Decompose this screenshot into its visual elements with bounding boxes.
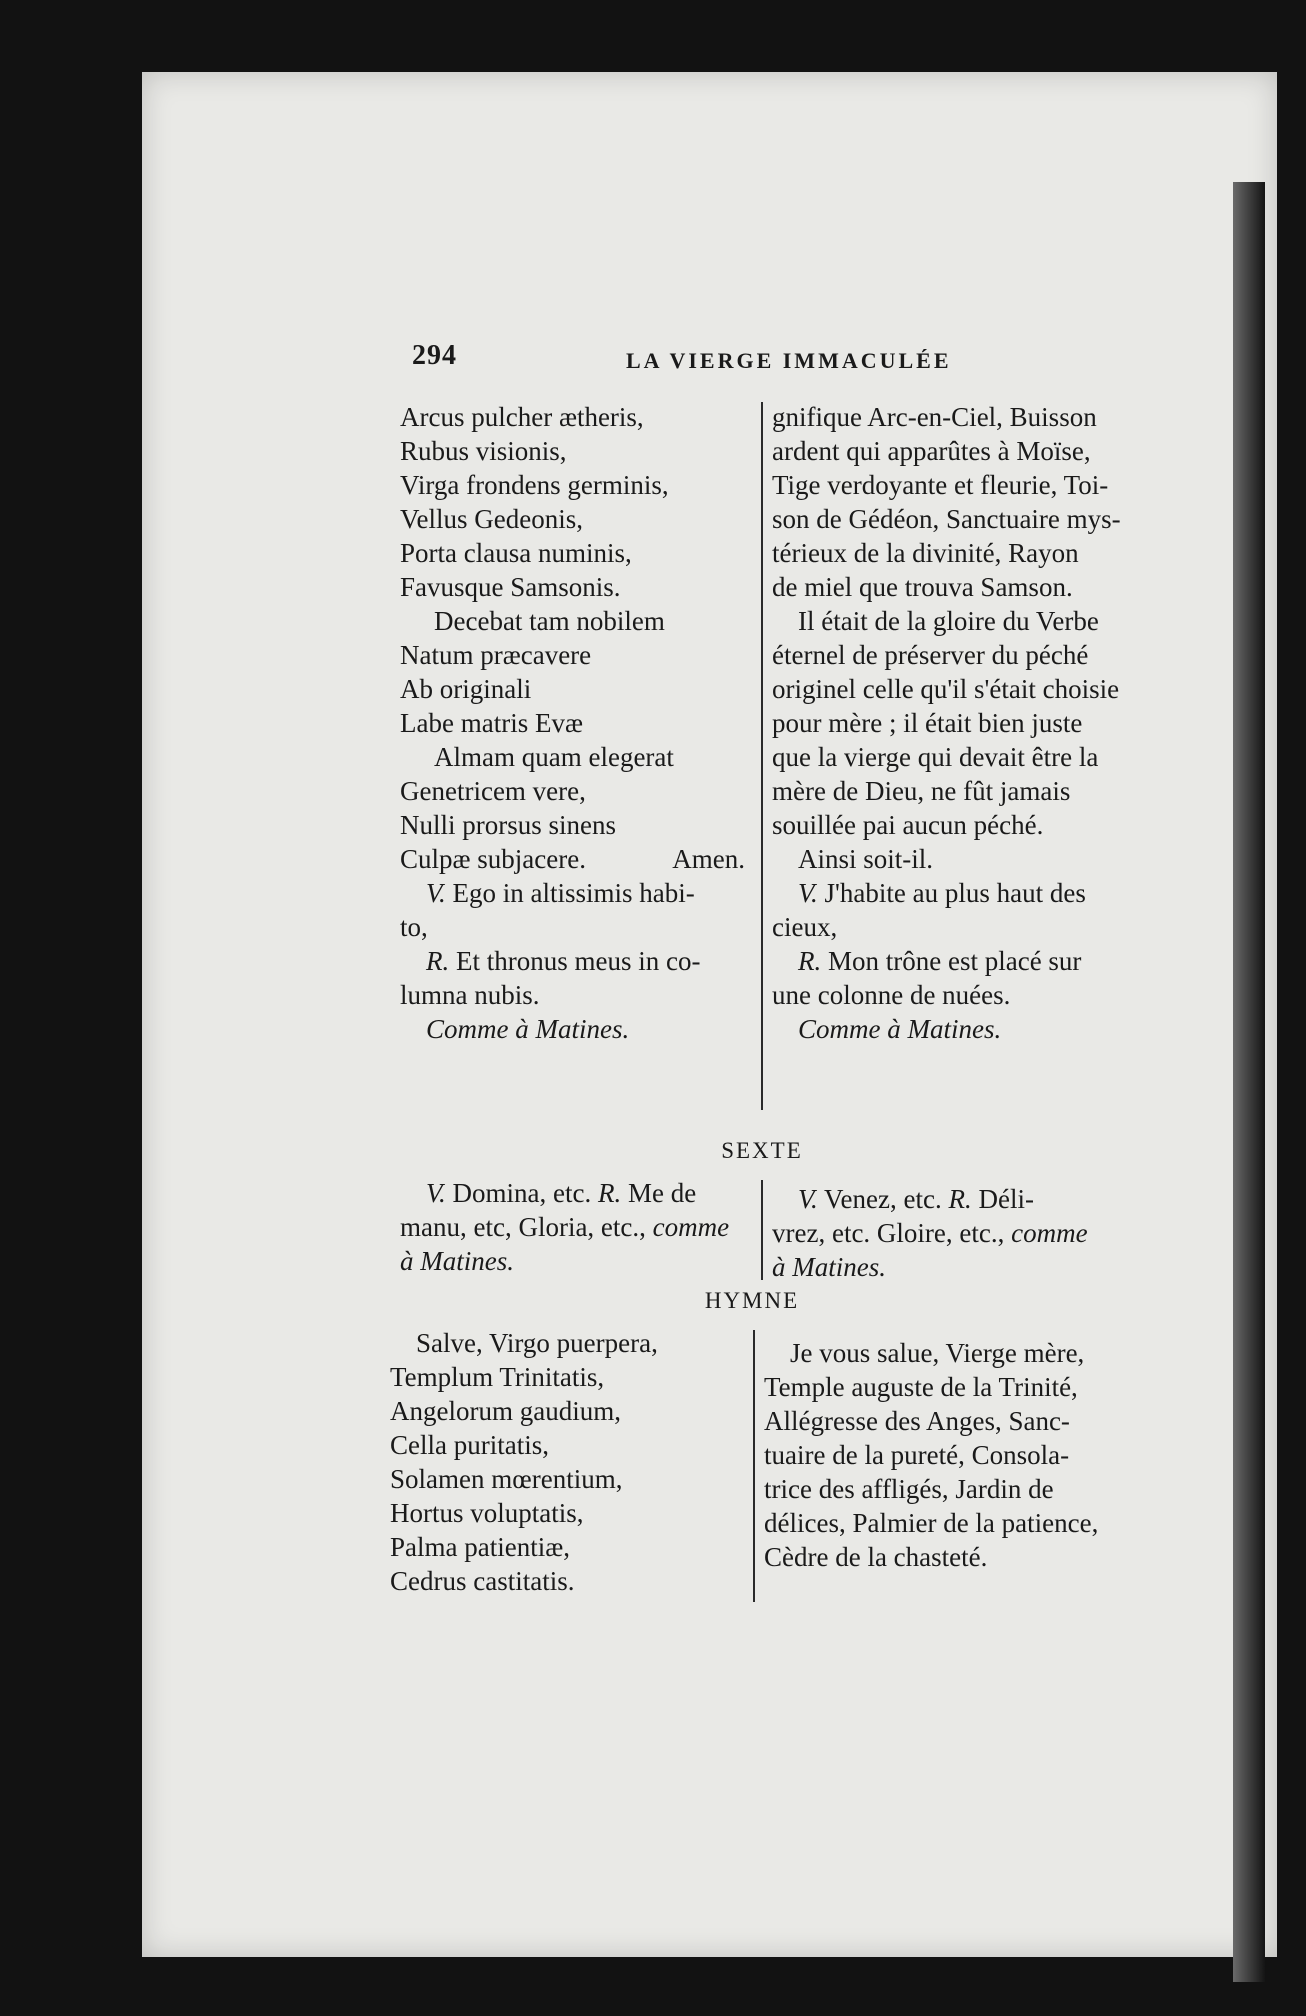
hymne-french-line: délices, Palmier de la patience, (764, 1508, 1099, 1538)
response-symbol: R. (426, 946, 450, 976)
response-symbol: R. (597, 1178, 622, 1208)
french-response-continued: une colonne de nuées. (772, 980, 1011, 1010)
sexte-french-line-1 (772, 1182, 1132, 1216)
french-line: son de Gédéon, Sanctuaire mys- (772, 504, 1121, 534)
latin-line: Vellus Gedeonis, (400, 504, 583, 534)
sexte-latin-line-2 (400, 1210, 745, 1244)
column-divider (761, 1180, 763, 1280)
french-line: térieux de la divinité, Rayon (772, 538, 1079, 568)
hymne-latin-line: Angelorum gaudium, (390, 1396, 621, 1426)
french-line: gnifique Arc-en-Ciel, Buisson (772, 402, 1097, 432)
sexte-french-italic: comme (1011, 1218, 1088, 1248)
french-line: pour mère ; il était bien juste (772, 708, 1083, 738)
sexte-french-text: vrez, etc. Gloire, etc., (772, 1218, 1005, 1248)
latin-line: Porta clausa numinis, (400, 538, 632, 568)
response-text: Mon trône est placé sur (828, 946, 1082, 976)
section-heading-sexte: SEXTE (721, 1138, 803, 1163)
book-page (142, 72, 1277, 1957)
french-line: éternel de préserver du péché (772, 640, 1089, 670)
latin-response-continued: lumna nubis. (400, 980, 540, 1010)
latin-line: Labe matris Evæ (400, 708, 583, 738)
latin-closing-line (400, 842, 745, 876)
section-heading-hymne: HYMNE (704, 1288, 800, 1313)
amen-text: Amen. (672, 844, 745, 874)
french-column-top (772, 400, 1132, 1046)
latin-versicle-continued: to, (400, 912, 428, 942)
french-line: de miel que trouva Samson. (772, 572, 1073, 602)
latin-line: Arcus pulcher ætheris, (400, 402, 644, 432)
latin-line: Almam quam elegerat (434, 742, 674, 772)
latin-line: Favusque Samsonis. (400, 572, 621, 602)
latin-versicle (400, 876, 745, 910)
hymne-french-line: Je vous salue, Vierge mère, (790, 1338, 1085, 1368)
french-line: Tige verdoyante et fleurie, Toi- (772, 470, 1109, 500)
french-line: souillée pai aucun péché. (772, 810, 1044, 840)
response-text: Et thronus meus in co- (456, 946, 701, 976)
response-symbol: R. (948, 1184, 972, 1214)
versicle-symbol: V. (798, 1184, 818, 1214)
sexte-latin-text: Me de (627, 1178, 697, 1208)
running-title: LA VIERGE IMMACULÉE (626, 348, 952, 373)
latin-line: Nulli prorsus sinens (400, 810, 616, 840)
french-line: Ainsi soit-il. (798, 844, 934, 874)
latin-line: Culpæ subjacere. (400, 844, 586, 874)
column-divider (761, 402, 763, 1110)
versicle-symbol: V. (798, 878, 818, 908)
page-number: 294 (412, 340, 457, 371)
versicle-symbol: V. (426, 1178, 446, 1208)
sexte-latin-text: Domina, etc. (452, 1178, 592, 1208)
versicle-text: J'habite au plus haut des (824, 878, 1086, 908)
french-line: Il était de la gloire du Verbe (798, 606, 1099, 636)
sexte-latin-italic: comme (652, 1212, 730, 1242)
french-versicle-continued: cieux, (772, 912, 838, 942)
hymne-french-line: Cèdre de la chasteté. (764, 1542, 988, 1572)
french-line: ardent qui apparûtes à Moïse, (772, 436, 1091, 466)
page-content (142, 72, 1277, 1957)
sexte-latin-line-1 (400, 1176, 745, 1210)
running-head (412, 340, 1092, 380)
latin-response (400, 944, 745, 978)
latin-line: Decebat tam nobilem (434, 606, 665, 636)
versicle-text: Ego in altissimis habi- (452, 878, 695, 908)
hymne-french-line: trice des affligés, Jardin de (764, 1474, 1054, 1504)
hymne-french-line: tuaire de la pureté, Consola- (764, 1440, 1070, 1470)
latin-line: Rubus visionis, (400, 436, 567, 466)
latin-column-top (400, 400, 745, 1046)
latin-line: Natum præcavere (400, 640, 592, 670)
latin-line: Genetricem vere, (400, 776, 586, 806)
hymne-french-line: Temple auguste de la Trinité, (764, 1372, 1078, 1402)
hymne-latin-line: Solamen mœrentium, (390, 1464, 623, 1494)
latin-column-sexte (400, 1176, 745, 1278)
sexte-french-text: Déli- (978, 1184, 1034, 1214)
sexte-french-line-2 (772, 1216, 1132, 1250)
versicle-symbol: V. (426, 878, 446, 908)
hymne-latin-line: Palma patientiæ, (390, 1532, 570, 1562)
sexte-french-text: Venez, etc. (824, 1184, 942, 1214)
hymne-french-line: Allégresse des Anges, Sanc- (764, 1406, 1070, 1436)
hymne-latin-line: Salve, Virgo puerpera, (416, 1328, 658, 1358)
sexte-latin-text: manu, etc, Gloria, etc., (400, 1212, 646, 1242)
hymne-latin-line: Cedrus castitatis. (390, 1566, 575, 1596)
french-response (772, 944, 1132, 978)
french-line: que la vierge qui devait être la (772, 742, 1099, 772)
latin-line: Virga frondens germinis, (400, 470, 669, 500)
sexte-latin-line-3: à Matines. (400, 1246, 514, 1276)
latin-column-hymne (390, 1326, 740, 1598)
french-versicle (772, 876, 1132, 910)
french-line: mère de Dieu, ne fût jamais (772, 776, 1071, 806)
latin-cross-reference: Comme à Matines. (426, 1014, 630, 1044)
french-line: originel celle qu'il s'était choisie (772, 674, 1120, 704)
french-cross-reference: Comme à Matines. (798, 1014, 1002, 1044)
latin-line: Ab originali (400, 674, 532, 704)
hymne-latin-line: Cella puritatis, (390, 1430, 549, 1460)
french-column-hymne (764, 1336, 1129, 1574)
hymne-latin-line: Templum Trinitatis, (390, 1362, 605, 1392)
sexte-french-line-3: à Matines. (772, 1252, 886, 1282)
hymne-latin-line: Hortus voluptatis, (390, 1498, 584, 1528)
response-symbol: R. (798, 946, 822, 976)
french-column-sexte (772, 1182, 1132, 1284)
column-divider (753, 1330, 755, 1602)
